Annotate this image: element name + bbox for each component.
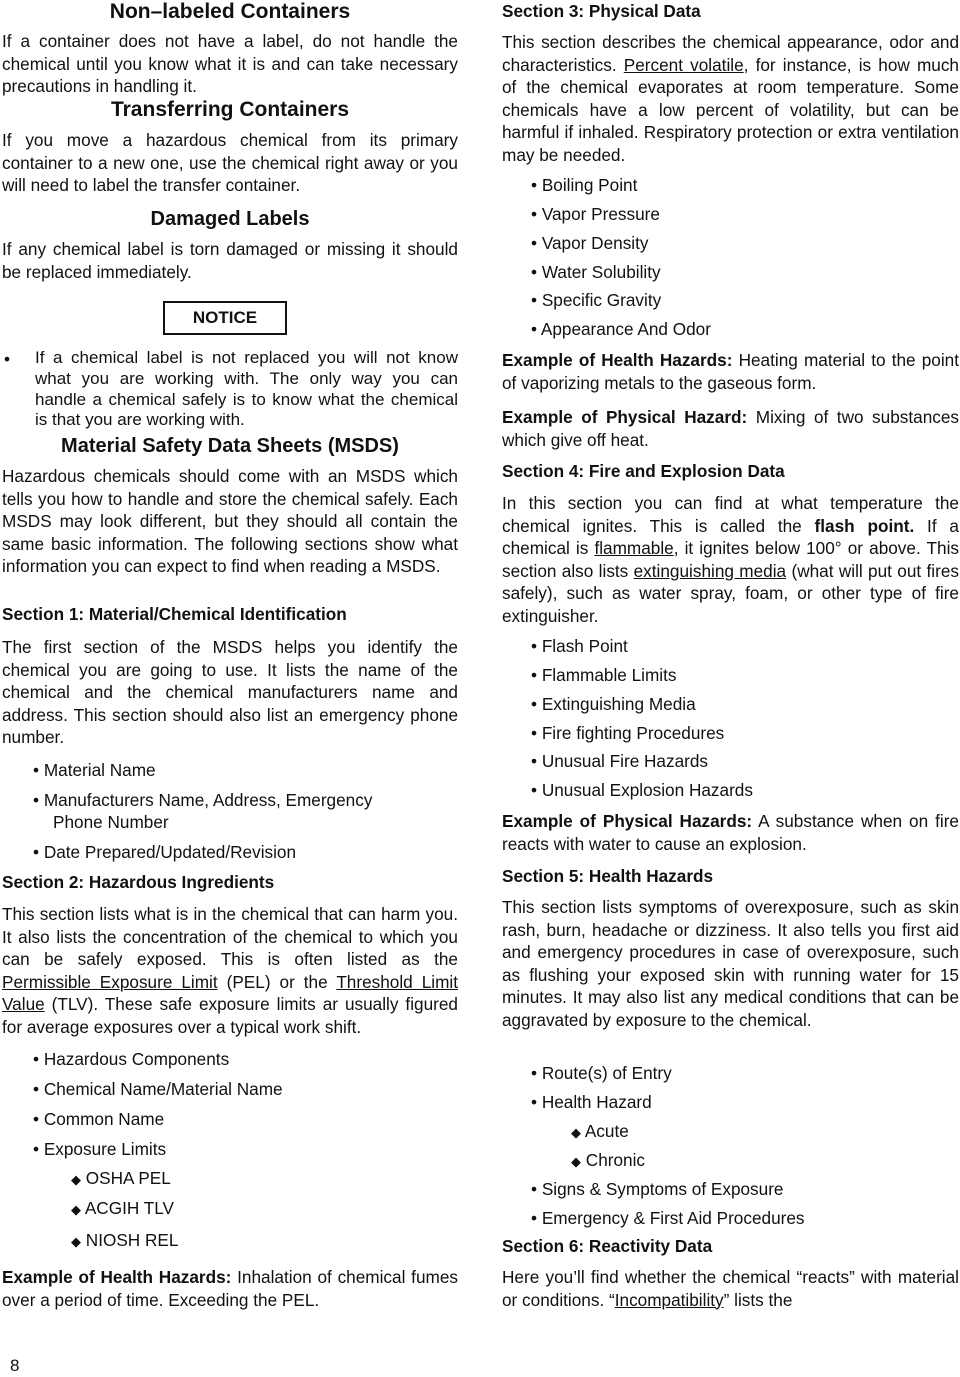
list-item [531, 1062, 672, 1085]
para-transferring: If you move a hazardous chemical from its primary container to a new one, use the chemical right away or you will need to label the transfer container. [2, 130, 458, 195]
link-flammable: flammable [594, 538, 674, 558]
list-item-label: Flammable Limits [541, 665, 677, 685]
list-item-label: Hazardous Components [43, 1049, 230, 1069]
list-item-label: Specific Gravity [541, 290, 662, 310]
link-percent-volatile: Percent volatile [623, 54, 744, 75]
sub-list-item [71, 1197, 174, 1222]
heading-section-2: Section 2: Hazardous Ingredients [2, 872, 275, 892]
list-item [531, 289, 661, 312]
link-pel: Permissible Exposure Limit [2, 971, 218, 992]
bullet: • [531, 1063, 538, 1083]
para-section-4: In this section you can find at what temperature the chemical ignites. This is called the flash point. If a chemical is flammable, it ignites below 100° or above. This section also lists extinguishing media (what will put out fires safely), such as water spray, foam, or other type of fire extinguisher. [502, 493, 960, 626]
bullet: • [33, 1139, 40, 1159]
list-item [33, 1108, 164, 1131]
sub-list-item-label: Chronic [585, 1150, 646, 1170]
list-item [531, 664, 676, 687]
list-item-label: Chemical Name/Material Name [43, 1079, 283, 1099]
list-item [531, 318, 711, 341]
example-health-hazards: Example of Health Hazards: Inhalation of chemical fumes over a period of time. Exceeding the PEL. [2, 1267, 458, 1310]
list-item [531, 203, 660, 226]
notice-box: NOTICE [163, 301, 287, 335]
example-health-hazards-3: Example of Health Hazards: Heating material to the point of vaporizing metals to the gaseous form. [502, 350, 959, 393]
term-flash-point: flash point. [814, 515, 915, 536]
list-item [33, 1078, 283, 1101]
list-item [33, 1138, 166, 1161]
list-item-label: Boiling Point [541, 175, 638, 195]
heading-damaged-labels: Damaged Labels [150, 208, 310, 230]
para-non-labeled: If a container does not have a label, do not handle the chemical until you know what it is and can take necessary precautions in handling it. [2, 31, 458, 96]
bullet: • [531, 1208, 538, 1228]
list-item [531, 174, 637, 197]
diamond-bullet-icon: ◆ [71, 1234, 81, 1249]
diamond-bullet-icon: ◆ [571, 1125, 581, 1140]
heading-section-4: Section 4: Fire and Explosion Data [502, 461, 785, 481]
list-item [531, 261, 661, 284]
bullet: • [33, 842, 40, 862]
heading-msds: Material Safety Data Sheets (MSDS) [61, 435, 399, 457]
bullet: • [531, 204, 538, 224]
para-section-1: The first section of the MSDS helps you identify the chemical you are going to use. It lists the name of the chemical and the chemical manufacturers name and address. This section should also list an emergency phone number. [2, 637, 458, 747]
bullet: • [33, 1079, 40, 1099]
list-item-label: Emergency & First Aid Procedures [541, 1208, 805, 1228]
list-item [531, 779, 753, 802]
link-tlv: Threshold Limit Value [2, 971, 458, 1014]
bullet: • [531, 262, 538, 282]
heading-section-6: Section 6: Reactivity Data [502, 1236, 713, 1256]
list-item-label: Vapor Density [541, 233, 649, 253]
sub-list-item-label: NIOSH REL [85, 1230, 179, 1250]
link-extinguishing-media: extinguishing media [633, 560, 787, 581]
diamond-bullet-icon: ◆ [571, 1154, 581, 1169]
bullet: • [531, 1179, 538, 1199]
heading-section-5: Section 5: Health Hazards [502, 866, 714, 886]
sub-list-item [571, 1120, 629, 1145]
bullet: • [531, 290, 538, 310]
list-item [33, 789, 372, 812]
list-item [531, 693, 696, 716]
heading-transferring-containers: Transferring Containers [110, 98, 350, 121]
para-section-6: Here you’ll find whether the chemical “reacts” with material or conditions. “Incompatibility” lists the [502, 1267, 959, 1310]
sub-list-item-label: OSHA PEL [85, 1168, 171, 1188]
list-item [531, 750, 708, 773]
heading-section-3: Section 3: Physical Data [502, 1, 701, 21]
list-item-label: Date Prepared/Updated/Revision [43, 842, 297, 862]
para-section-3: This section describes the chemical appearance, odor and characteristics. Percent volatile, for instance, is how much of the chemical evaporates at room temperature. Some chemicals have a low percent of volatility, but can be harmful if inhaled. Respiratory protection or extra ventilation may be needed. [502, 32, 959, 165]
link-incompatibility: Incompatibility [614, 1289, 724, 1310]
bullet: • [531, 694, 538, 714]
para-section-5: This section lists symptoms of overexposure, such as skin rash, burn, headache or dizziness. It also tells you first aid and emergency procedures in case of overexposure, such as flushing your exposed skin with running water for 15 minutes. It may also list any medical conditions that can be aggravated by exposure to the chemical. [502, 897, 959, 1030]
list-item-continued: Phone Number [53, 812, 169, 832]
notice-bullet: • [4, 349, 11, 369]
list-item [531, 1207, 805, 1230]
list-item-label: Material Name [43, 760, 156, 780]
heading-section-1: Section 1: Material/Chemical Identification [2, 604, 347, 624]
example-physical-hazard-3: Example of Physical Hazard: Mixing of two substances which give off heat. [502, 407, 959, 450]
bullet: • [531, 233, 538, 253]
bullet: • [531, 780, 538, 800]
bullet: • [531, 636, 538, 656]
heading-non-labeled-containers: Non–labeled Containers [109, 0, 351, 23]
para-damaged: If any chemical label is torn damaged or missing it should be replaced immediately. [2, 239, 458, 282]
bullet: • [531, 175, 538, 195]
list-item-label: Unusual Explosion Hazards [541, 780, 753, 800]
bullet: • [531, 751, 538, 771]
diamond-bullet-icon: ◆ [71, 1172, 81, 1187]
para-msds: Hazardous chemicals should come with an MSDS which tells you how to handle and store the chemical safely. Each MSDS may look different, but they should all contain the same basic information. The following sections show what information you can expect to find when reading a MSDS. [2, 466, 458, 576]
example-physical-hazards-4: Example of Physical Hazards: A substance when on fire reacts with water to cause an explosion. [502, 811, 959, 854]
bullet: • [33, 790, 40, 810]
list-item-label: Unusual Fire Hazards [541, 751, 709, 771]
list-item-label: Water Solubility [541, 262, 661, 282]
page-number: 8 [10, 1356, 20, 1375]
para-section-2: This section lists what is in the chemical that can harm you. It also lists the concentration of the chemical to which you can be safely exposed. This is often listed as the Permissible Exposure Limit (PEL) or the Threshold Limit Value (TLV). These safe exposure limits ar usually figured for average exposures over a typical work shift. [2, 904, 458, 1037]
list-item-label: Common Name [43, 1109, 165, 1129]
list-item-label: Manufacturers Name, Address, Emergency [43, 790, 373, 810]
bullet: • [33, 760, 40, 780]
list-item-label: Flash Point [541, 636, 628, 656]
bullet: • [33, 1049, 40, 1069]
sub-list-item [71, 1167, 171, 1192]
list-item [531, 722, 724, 745]
list-item [33, 841, 296, 864]
list-item-label: Health Hazard [541, 1092, 652, 1112]
sub-list-item-label: Acute [584, 1121, 629, 1141]
list-item [531, 232, 649, 255]
list-item-label: Appearance And Odor [540, 319, 711, 339]
bullet: • [531, 319, 538, 339]
list-item-label: Signs & Symptoms of Exposure [541, 1179, 784, 1199]
notice-bullet-text: If a chemical label is not replaced you will not know what you are working with. The only way you can handle a chemical safely is to know what the chemical is that you are working with. [35, 348, 458, 430]
sub-list-item [71, 1229, 178, 1254]
diamond-bullet-icon: ◆ [71, 1202, 81, 1217]
list-item-label: Route(s) of Entry [541, 1063, 672, 1083]
list-item-label: Fire fighting Procedures [541, 723, 725, 743]
bullet: • [531, 723, 538, 743]
bullet: • [531, 1092, 538, 1112]
list-item [531, 635, 628, 658]
list-item [33, 1048, 229, 1071]
sub-list-item [571, 1149, 645, 1174]
list-item [531, 1178, 784, 1201]
list-item-label: Exposure Limits [43, 1139, 167, 1159]
list-item-label: Extinguishing Media [541, 694, 696, 714]
list-item-label: Vapor Pressure [541, 204, 660, 224]
list-item [33, 759, 156, 782]
list-item [531, 1091, 652, 1114]
sub-list-item-label: ACGIH TLV [84, 1198, 174, 1218]
bullet: • [531, 665, 538, 685]
bullet: • [33, 1109, 40, 1129]
